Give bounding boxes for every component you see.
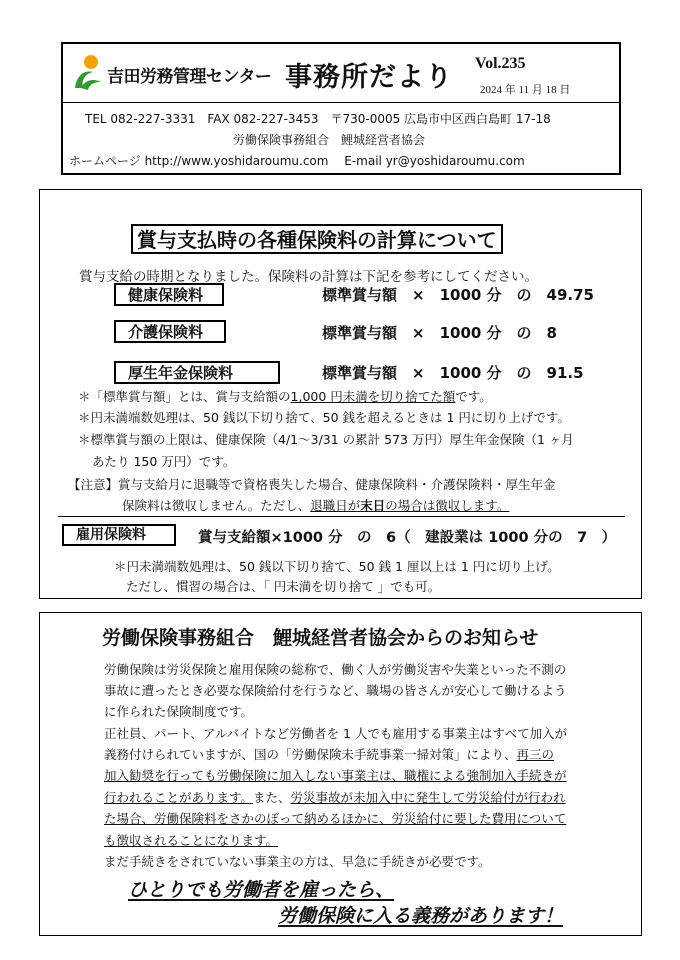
health-insurance-formula: 標準賞与額 × 1000 分 の 49.75: [322, 286, 594, 304]
paragraph-line: 労働保険は労災保険と雇用保険の総称で、働く人が労働災害や失業といった不測の: [104, 662, 567, 677]
section-divider: [58, 516, 625, 517]
note-underlined: の場合は徴収します。: [385, 498, 510, 513]
section-title: 賞与支払時の各種保険料の計算について: [131, 224, 503, 254]
slogan-line-2: 労働保険に入る義務があります！: [278, 905, 564, 927]
note-rounding: ＊円未満端数処理は、50 銭以下切り捨て、50 銭を超えるときは 1 円に切り上げです。: [78, 410, 570, 425]
note-underlined: 1,000 円未満を切り捨てた額: [290, 389, 456, 404]
web-email-line: ホームページ http://www.yoshidaroumu.com E-mail yr@yoshidaroumu.com: [69, 154, 525, 168]
header-divider: [63, 102, 619, 103]
employment-rounding-note-cont: ただし、慣習の場合は、「 円未満を切り捨て 」でも可。: [126, 579, 441, 594]
paragraph-line: [104, 788, 566, 806]
paragraph-line: まだ手続きをされていない事業主の方は、早急に手続きが必要です。: [104, 854, 491, 869]
newsletter-title: 事務所だより: [285, 62, 453, 93]
health-insurance-label: 健康保険料: [114, 283, 224, 306]
paragraph-text: また、: [253, 790, 291, 805]
organization-line: 労働保険事務組合 鯉城経営者協会: [233, 133, 426, 147]
paragraph-underlined: 再三の: [516, 747, 555, 762]
issue-date: 2024 年 11 月 18 日: [480, 84, 571, 96]
note-underlined: 退職日が: [310, 498, 361, 513]
note-upper-limit: ＊標準賞与額の上限は、健康保険（4/1～3/31 の累計 573 万円）厚生年金保険（1 ヶ月: [78, 432, 574, 447]
company-logo-icon: [71, 52, 105, 92]
note-upper-limit-cont: あたり 150 万円）です。: [92, 454, 236, 469]
paragraph-line: に作られた保険制度です。: [104, 704, 254, 719]
volume-number: Vol.235: [475, 55, 526, 72]
note-text: です。: [455, 389, 492, 404]
section-intro: 賞与支給の時期となりました。保険料の計算は下記を参考にしてください。: [79, 269, 538, 285]
letterhead: [61, 42, 621, 175]
paragraph-text: 義務付けられていますが、国の「労働保険未手続事業一掃対策」により、: [104, 747, 517, 762]
paragraph-line-underlined: 加入勧奨を行っても労働保険に加入しない事業主は、職権による強制加入手続きが: [104, 768, 567, 783]
contact-line: TEL 082-227-3331 FAX 082-227-3453 〒730-0005 広島市中区西白島町 17-18: [85, 112, 551, 126]
paragraph-line-underlined: た場合、労働保険料をさかのぼって納めるほかに、労災給付に要した費用について: [104, 811, 567, 826]
paragraph-underlined: 労災事故が未加入中に発生して労災給付が行われ: [290, 790, 566, 805]
paragraph-line: [104, 745, 554, 763]
note-emphasis: 末日: [360, 498, 386, 513]
note-text: ＊「標準賞与額」とは、賞与支給額の: [78, 389, 291, 404]
labor-insurance-notice-section: [39, 612, 642, 936]
note-text: 保険料は徴収しません。ただし、: [122, 498, 311, 513]
bonus-insurance-section: [39, 189, 642, 599]
paragraph-line: 正社員、パート、アルバイトなど労働者を 1 人でも雇用する事業主はすべて加入が: [104, 726, 568, 741]
pension-insurance-label: 厚生年金保険料: [114, 361, 280, 384]
employment-insurance-label: 雇用保険料: [62, 524, 176, 546]
company-name: 吉田労務管理センター: [107, 67, 272, 87]
slogan-line-1: ひとりでも労働者を雇ったら、: [128, 879, 395, 901]
care-insurance-formula: 標準賞与額 × 1000 分 の 8: [322, 324, 557, 342]
attention-note: 【注意】賞与支給月に退職等で資格喪失した場合、健康保険料・介護保険料・厚生年金: [68, 477, 556, 492]
attention-note-cont: [122, 496, 509, 514]
paragraph-line-underlined: も徴収されることになります。: [104, 833, 279, 848]
care-insurance-label: 介護保険料: [114, 320, 226, 343]
pension-insurance-formula: 標準賞与額 × 1000 分 の 91.5: [322, 364, 584, 382]
employment-rounding-note: ＊円未満端数処理は、50 銭以下切り捨て、50 銭 1 厘以上は 1 円に切り上げ。: [114, 559, 560, 574]
note-standard-bonus: [78, 387, 492, 405]
paragraph-underlined: 行われることがあります。: [104, 790, 254, 805]
section-title: 労働保険事務組合 鯉城経営者協会からのお知らせ: [102, 627, 539, 649]
paragraph-line: 事故に遭ったとき必要な保険給付を行うなど、職場の皆さんが安心して働けるよう: [104, 683, 567, 698]
employment-insurance-formula: 賞与支給額×1000 分 の 6（ 建設業は 1000 分の 7 ）: [198, 530, 617, 546]
